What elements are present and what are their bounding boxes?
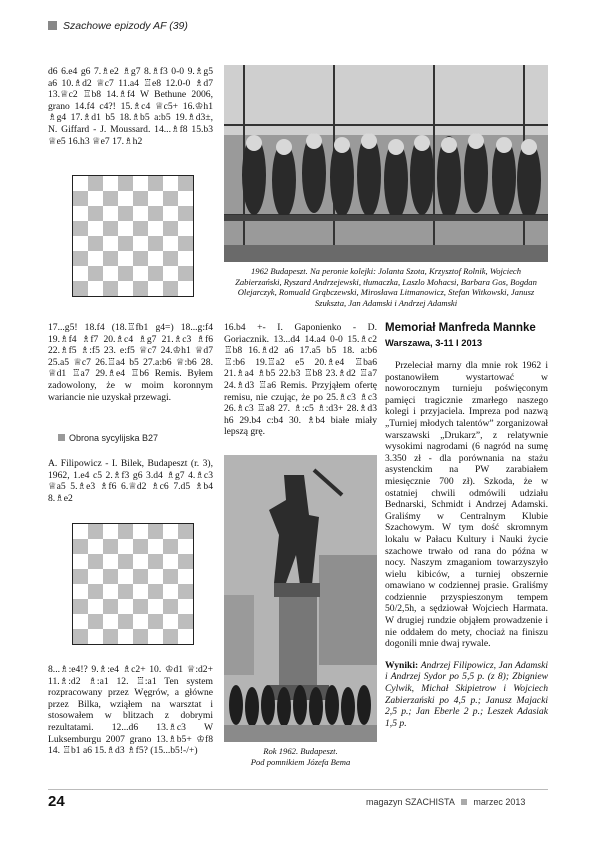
- board-square: [178, 554, 193, 569]
- board-square: [178, 206, 193, 221]
- board-square: [118, 176, 133, 191]
- board-square: [118, 569, 133, 584]
- board-square: [178, 539, 193, 554]
- board-square: [133, 599, 148, 614]
- board-square: [148, 569, 163, 584]
- page-number: 24: [48, 793, 65, 810]
- board-square: [163, 191, 178, 206]
- board-square: [103, 206, 118, 221]
- board-square: [178, 176, 193, 191]
- board-square: [133, 629, 148, 644]
- photo-platform: [224, 65, 548, 262]
- board-square: [88, 251, 103, 266]
- board-square: [73, 569, 88, 584]
- page-header: [48, 20, 188, 32]
- board-square: [103, 236, 118, 251]
- memorial-results: [385, 660, 548, 730]
- magazine-issue: marzec 2013: [473, 797, 526, 807]
- board-square: [103, 584, 118, 599]
- board-square: [88, 176, 103, 191]
- board-square: [118, 629, 133, 644]
- board-square: [88, 554, 103, 569]
- board-square: [163, 251, 178, 266]
- board-square: [88, 524, 103, 539]
- board-square: [73, 599, 88, 614]
- board-square: [148, 554, 163, 569]
- board-square: [178, 251, 193, 266]
- board-square: [73, 251, 88, 266]
- board-square: [163, 569, 178, 584]
- board-square: [118, 266, 133, 281]
- board-square: [88, 584, 103, 599]
- board-square: [73, 176, 88, 191]
- board-square: [133, 236, 148, 251]
- board-square: [118, 191, 133, 206]
- board-square: [88, 266, 103, 281]
- board-square: [118, 221, 133, 236]
- board-square: [148, 614, 163, 629]
- board-square: [73, 524, 88, 539]
- board-square: [148, 629, 163, 644]
- board-square: [73, 191, 88, 206]
- board-square: [178, 599, 193, 614]
- board-square: [163, 584, 178, 599]
- board-square: [148, 206, 163, 221]
- board-square: [133, 524, 148, 539]
- board-square: [133, 281, 148, 296]
- board-square: [178, 281, 193, 296]
- board-square: [88, 599, 103, 614]
- board-square: [133, 221, 148, 236]
- board-square: [118, 584, 133, 599]
- board-square: [133, 266, 148, 281]
- board-square: [88, 236, 103, 251]
- board-square: [163, 539, 178, 554]
- board-square: [133, 191, 148, 206]
- moves-mid: 17...g5! 18.f4 (18.♖fb1 g4=) 18...g:f4 19.♗f4 ♗f7 20.♗c4 ♗g7 21.♗c3 ♗f6 22.♗f5 ♗:f5 23. e:f5 ♕c7 24.♔h1 ♕d7 25.a5 ♕c7 26.♖a4 b5 27.a:b6 ♕:b6 28. ♕d1 ♖a7 29.♗e4 ♖b6 Remis. Byłem zadowolony, że w moim koronnym wariancie nie uzyskał przewagi.: [48, 322, 213, 403]
- board-square: [178, 569, 193, 584]
- board-square: [163, 524, 178, 539]
- board-square: [103, 569, 118, 584]
- board-square: [148, 539, 163, 554]
- board-square: [118, 206, 133, 221]
- board-square: [103, 251, 118, 266]
- board-square: [163, 281, 178, 296]
- board-square: [73, 221, 88, 236]
- footer-rule: [48, 789, 548, 790]
- board-square: [118, 251, 133, 266]
- memorial-article: [385, 322, 548, 729]
- board-square: [178, 191, 193, 206]
- board-square: [88, 281, 103, 296]
- footer-magazine: [366, 797, 525, 807]
- opening-tag: [58, 433, 158, 443]
- board-square: [73, 629, 88, 644]
- board-square: [103, 539, 118, 554]
- game1-continuation: 16.b4 +- I. Gaponienko - D. Goriacznik. 13...d4 14.a4 0-0 15.♗c2 ♖b8 16.♗d2 a6 17.a5 b5 18. a:b6 ♖:b6 19.♖a2 e5 20.♗e4 ♖ba6 21.♗a4 ♗b5 22.b3 ♖b8 23.♗d2 ♖a7 24.♗d3 ♖a6 Remis. Przyjąłem ofertę remisu, nie czując, że po 25.♗c3 ♗c3 26.♗c3 ♖a8 27. ♗:c5 ♗:d3+ 28.♗d3 h6 29.b4 c:b4 30. ♗b4 białe miały lepszą grę.: [224, 322, 377, 438]
- chess-diagram-1: [72, 175, 194, 297]
- board-square: [103, 281, 118, 296]
- moves-top: d6 6.e4 g6 7.♗e2 ♗g7 8.♗f3 0-0 9.♗g5 a6 10.♗d2 ♕c7 11.a4 ♖e8 12.0-0 ♗d7 13.♕c2 ♖b8 14.♗f4 W Bethune 2006, grano 14.f4 c4?! 15.♗c4 ♕c5+ 16.♔h1 ♗g4 17.♗d1 b5 18.♗b5 a:b5 19.♗d3±, N. Giffard - J. Moussard. 14...♗f8 15.b3 ♕e5 16.h3 ♕e7 17.♗h2: [48, 66, 213, 147]
- board-square: [88, 569, 103, 584]
- board-square: [148, 599, 163, 614]
- board-square: [73, 236, 88, 251]
- memorial-subtitle: Warszawa, 3-11 I 2013: [385, 337, 483, 348]
- board-square: [148, 221, 163, 236]
- results-label: Wyniki:: [385, 659, 419, 671]
- board-square: [88, 629, 103, 644]
- magazine-name: magazyn SZACHISTA: [366, 797, 455, 807]
- board-square: [103, 266, 118, 281]
- moves-bottom: 8...♗:e4!? 9.♗:e4 ♗c2+ 10. ♔d1 ♕:d2+ 11.♗:d2 ♗:a1 12. ♖:a1 Ten system rozpracowany przez Węgrów, a główne przez Bilka, wziąłem na warsztat i stosowałem w blitzach z dobrymi rezultatami. 12...d6 13.♗c3 W Luksemburgu 2007 grano 13.♗b5+ ♔f8 14. ♖b1 a6 15.♗d3 ♗f5? (15...b5!-/+): [48, 664, 213, 757]
- board-square: [118, 554, 133, 569]
- board-square: [88, 614, 103, 629]
- board-square: [178, 614, 193, 629]
- board-square: [118, 539, 133, 554]
- board-square: [163, 206, 178, 221]
- board-square: [73, 206, 88, 221]
- board-square: [133, 584, 148, 599]
- board-square: [133, 554, 148, 569]
- board-square: [73, 266, 88, 281]
- board-square: [178, 236, 193, 251]
- board-square: [103, 554, 118, 569]
- board-square: [88, 221, 103, 236]
- board-square: [103, 524, 118, 539]
- board-square: [133, 251, 148, 266]
- board-square: [178, 524, 193, 539]
- board-square: [148, 236, 163, 251]
- board-square: [118, 614, 133, 629]
- board-square: [73, 584, 88, 599]
- board-square: [88, 191, 103, 206]
- board-square: [163, 221, 178, 236]
- chess-diagram-2: [72, 523, 194, 645]
- photo-monument-image: [224, 455, 377, 742]
- board-square: [163, 176, 178, 191]
- board-square: [73, 614, 88, 629]
- board-square: [163, 599, 178, 614]
- board-square: [103, 176, 118, 191]
- results-text: Andrzej Filipowicz, Jan Adamski i Andrzej Sydor po 5,5 p. (z 8); Zbigniew Cylwik, Michał Skipietrow i Wojciech Zabierzański po 4,5 p.; Janusz Majacki 2,5 p.; Jan Eberle 2 p.; Leszek Adasiak 1,5 p.: [385, 659, 548, 729]
- board-square: [103, 614, 118, 629]
- board-square: [148, 281, 163, 296]
- board-square: [73, 281, 88, 296]
- board-square: [118, 236, 133, 251]
- board-square: [133, 176, 148, 191]
- photo-monument-caption-line2: Pod pomnikiem Józefa Bema: [250, 756, 351, 767]
- board-square: [163, 266, 178, 281]
- memorial-body: Przeleciał marny dla mnie rok 1962 i postanowiłem wystartować w noworocznym turnieju poświęconym pamięci tragicznie zmarłego naszego kolegi i przyjaciela. Impreza pod nazwą „Turniej młodych talentów” zorganizował warszawski „Drukarz”, z relatywnie wysokimi nagrodami (6 nagród na sumę 3.350 zł - dla porównania na stażu asystenckim na PW zarabiałem miesięcznie 700 zł). Szkoda, że w ostatniej chwili odmówili udziału Bednarski, Schmidt i Andrzej Adamski. Graliśmy w Centralnym Klubie Szachowym. W tym dość skromnym lokalu w Pałacu Kultury i Nauki życie szachowe trwało od rana do późna w nocy. Naszym zmaganiom towarzyszyło wielu kibiców, a turniej obszernie omawiano w codziennej prasie. Graliśmy codziennie przyspieszonym tempem 50/2,5h, a sędziował Wojciech Harmata. W drugiej rundzie objąłem prowadzenie i nie oddałem do mety, chociaż na finiszu dogonili mnie dwaj rywale.: [385, 360, 548, 650]
- board-square: [163, 236, 178, 251]
- board-square: [148, 176, 163, 191]
- board-square: [88, 539, 103, 554]
- board-square: [133, 614, 148, 629]
- photo-platform-image: [224, 65, 548, 262]
- photo-monument-caption-line1: Rok 1962. Budapeszt.: [263, 746, 338, 756]
- board-square: [118, 524, 133, 539]
- tag-square-icon: [58, 434, 65, 441]
- memorial-title: Memoriał Manfreda Mannke: [385, 322, 536, 334]
- board-square: [148, 191, 163, 206]
- board-square: [103, 191, 118, 206]
- board-square: [178, 221, 193, 236]
- photo-monument: [224, 455, 377, 742]
- board-square: [133, 206, 148, 221]
- board-square: [88, 206, 103, 221]
- board-square: [178, 584, 193, 599]
- board-square: [148, 584, 163, 599]
- board-square: [103, 629, 118, 644]
- board-square: [148, 251, 163, 266]
- header-square-icon: [48, 21, 57, 30]
- board-square: [103, 599, 118, 614]
- board-square: [148, 524, 163, 539]
- board-square: [103, 221, 118, 236]
- header-title: Szachowe epizody AF (39): [63, 20, 188, 32]
- board-square: [118, 281, 133, 296]
- board-square: [163, 629, 178, 644]
- board-square: [73, 554, 88, 569]
- board-square: [163, 554, 178, 569]
- board-square: [163, 614, 178, 629]
- photo-platform-caption: 1962 Budapeszt. Na peronie kolejki: Jolanta Szota, Krzysztof Rolnik, Wojciech Zabierzański, Ryszard Andrzejewski, tłumaczka, Laszlo Mohacsi, Barbara Gos, Bogdan Olejarczyk, Romuald Grąbczewski, Mirosława Litmanowicz, Stefan Witkowski, Janusz Szukszta, Jan Adamski i Andrzej Adamski: [235, 266, 537, 308]
- game2-header: A. Filipowicz - I. Bilek, Budapeszt (r. 3), 1962, 1.e4 c5 2.♗f3 g6 3.d4 ♗g7 4.♗c3 ♕a5 5.♗e3 ♗f6 6.♕d2 ♗c6 7.d5 ♗b4 8.♗e2: [48, 458, 213, 504]
- board-square: [118, 599, 133, 614]
- footer-square-icon: [461, 799, 467, 805]
- opening-name: Obrona sycylijska B27: [69, 433, 159, 443]
- board-square: [133, 539, 148, 554]
- photo-monument-caption: [224, 746, 377, 767]
- board-square: [178, 266, 193, 281]
- board-square: [148, 266, 163, 281]
- board-square: [133, 569, 148, 584]
- board-square: [73, 539, 88, 554]
- board-square: [178, 629, 193, 644]
